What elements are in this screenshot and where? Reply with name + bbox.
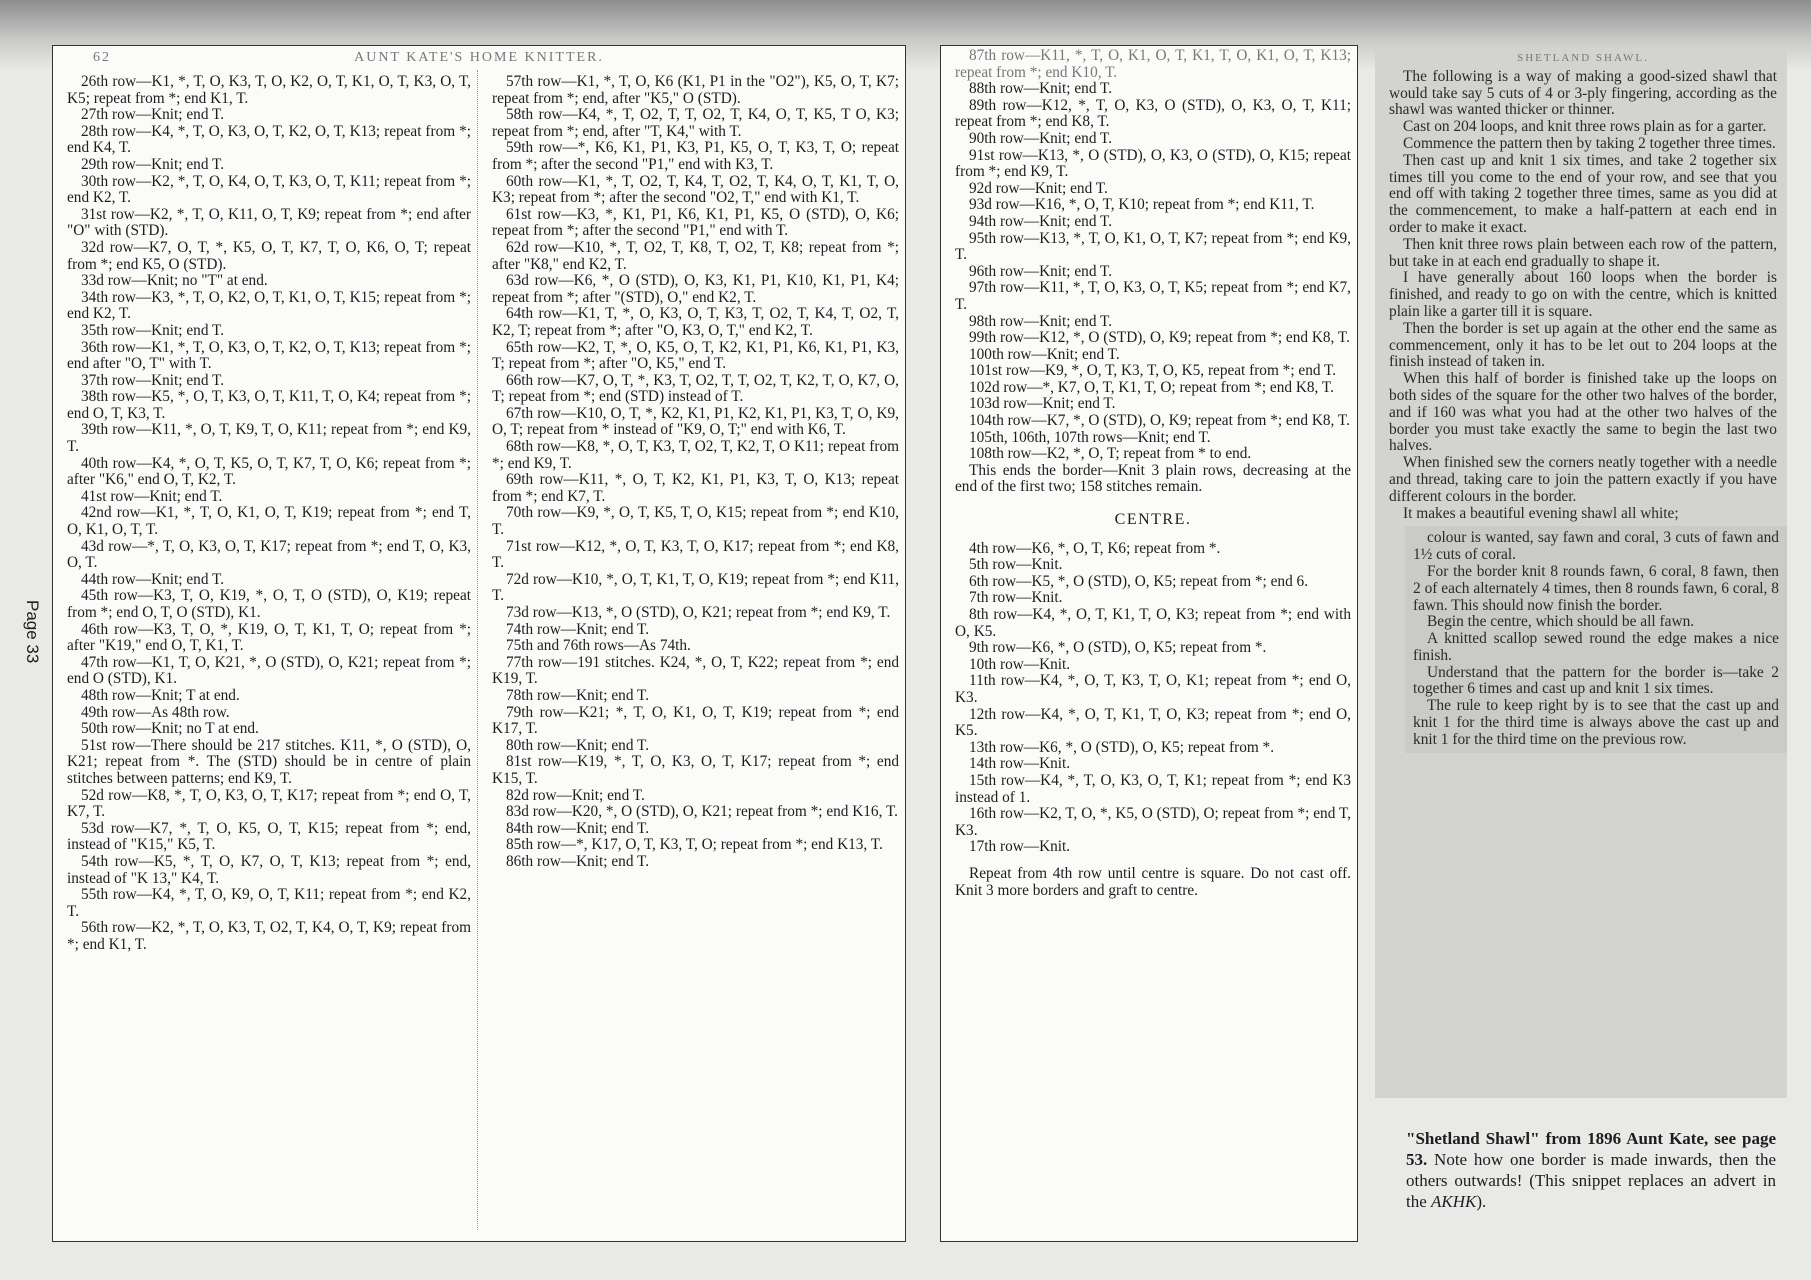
pattern-row: 44th row—Knit; end T. xyxy=(81,570,225,588)
pattern-row: 64th row—K1, T, *, O, K3, O, T, K3, T, O2, T, K4, T, O2, T, K2, T; repeat from *; after "O, K3, O, T," end K2, T. xyxy=(492,305,899,339)
clipping-paragraph: The following is a way of making a good-sized shawl that would take say 5 cuts of 4 or 3-ply fingering, according as the shawl was wanted thicker or thinner. xyxy=(1389,67,1777,119)
page-number: 62 xyxy=(93,50,111,65)
pattern-row: 79th row—K21; *, T, O, K1, O, T, K19; repeat from *; end K17, T. xyxy=(492,703,899,738)
clipping-paragraph: Commence the pattern then by taking 2 together three times. xyxy=(1403,134,1776,152)
pattern-row: 68th row—K8, *, O, T, K3, T, O2, T, K2, T, O K11; repeat from *; end K9, T. xyxy=(492,438,899,472)
pattern-row: 108th row—K2, *, O, T; repeat from * to end. xyxy=(969,445,1252,463)
clipping-paragraph: Then cast up and knit 1 six times, and take 2 together six times till you come to the end of your row, and see that you end off with taking 2 together three times, same as you did at the commencement, to make a half-pattern at each end in order to make it exact. xyxy=(1389,151,1777,236)
clipping-paragraph: When this half of border is finished take up the loops on both sides of the square for the other two halves of the border, and if 160 was what you had at the other two halves of the border you must take exactly the same to begin the last two halves. xyxy=(1389,370,1777,455)
centre-row: 12th row—K4, *, O, T, K1, T, O, K3; repeat from *; end O, K5. xyxy=(955,705,1351,740)
clipping-text-bottom xyxy=(1405,526,1787,752)
pattern-row: 51st row—There should be 217 stitches. K11, *, O (STD), O, K21; repeat from *. The (STD) should be in centre of plain stitches between patterns; end K9, T. xyxy=(67,736,471,787)
pattern-row: 98th row—Knit; end T. xyxy=(969,312,1113,330)
clipping-paragraph: It makes a beautiful evening shawl all white; xyxy=(1403,504,1679,522)
pattern-row: 72d row—K10, *, O, T, K1, T, O, K19; repeat from *; end K11, T. xyxy=(492,570,899,605)
pattern-row: 100th row—Knit; end T. xyxy=(969,345,1120,363)
caption-end: ). xyxy=(1476,1192,1487,1211)
pattern-row: 42nd row—K1, *, T, O, K1, O, T, K19; repeat from *; end T, O, K1, O, T, T. xyxy=(67,504,471,539)
pattern-column-3 xyxy=(941,46,1357,1216)
pattern-row: 95th row—K13, *, T, O, K1, O, T, K7; repeat from *; end K9, T. xyxy=(955,229,1351,264)
running-head xyxy=(53,46,905,70)
pattern-row: 53d row—K7, *, T, O, K5, O, T, K15; repeat from *; end, instead of "K15," K5, T. xyxy=(67,819,471,854)
pattern-row: 80th row—Knit; end T. xyxy=(506,736,650,754)
pattern-row: 85th row—*, K17, O, T, K3, T, O; repeat from *; end K13, T. xyxy=(506,836,883,854)
pattern-row: 33d row—Knit; no "T" at end. xyxy=(81,272,268,290)
pattern-row: 84th row—Knit; end T. xyxy=(506,819,650,837)
pattern-row: 104th row—K7, *, O (STD), O, K9; repeat from *; end K8, T. xyxy=(969,412,1350,430)
pattern-row: 50th row—Knit; no T at end. xyxy=(81,720,259,738)
centre-row: Repeat from 4th row until centre is square. Do not cast off. Knit 3 more borders and graft to centre. xyxy=(955,864,1351,899)
pattern-row: 62d row—K10, *, T, O2, T, K8, T, O2, T, K8; repeat from *; after "K8," end K2, T. xyxy=(492,238,899,273)
image-caption xyxy=(1406,1128,1776,1212)
centre-row: 4th row—K6, *, O, T, K6; repeat from *. xyxy=(969,539,1221,557)
pattern-row: 65th row—K2, T, *, O, K5, O, T, K2, K1, P1, K6, K1, P1, K3, T; repeat from *; after "O, K5," end T. xyxy=(492,338,899,373)
border-rows xyxy=(955,81,1351,496)
pattern-row: 82d row—Knit; end T. xyxy=(506,786,645,804)
pattern-row: 28th row—K4, *, T, O, K3, O, T, K2, O, T, K13; repeat from *; end K4, T. xyxy=(67,122,471,157)
pattern-row: 77th row—191 stitches. K24, *, O, T, K22; repeat from *; end K19, T. xyxy=(492,653,899,688)
pattern-row: 99th row—K12, *, O (STD), O, K9; repeat from *; end K8, T. xyxy=(969,329,1350,347)
pattern-row: 38th row—K5, *, O, T, K3, O, T, K11, T, O, K4; repeat from *; end O, T, K3, T. xyxy=(67,388,471,422)
caption-italic: AKHK xyxy=(1431,1192,1477,1211)
pattern-row: 29th row—Knit; end T. xyxy=(81,155,225,173)
pattern-row: 40th row—K4, *, O, T, K5, O, T, K7, T, O, K6; repeat from *; after "K6," end O, T, K2, T. xyxy=(67,454,471,489)
clipping-paragraph: Then knit three rows plain between each row of the pattern, but take in at each end gradually to shape it. xyxy=(1389,235,1777,270)
pattern-row: 67th row—K10, O, T, *, K2, K1, P1, K2, K1, P1, K3, T, O, K9, O, T; repeat from * instead of "K9, O, T;" end with K6, T. xyxy=(492,404,899,439)
pattern-row: 47th row—K1, T, O, K21, *, O (STD), O, K21; repeat from *; end O (STD), K1. xyxy=(67,653,471,688)
page-side-label: Page 33 xyxy=(23,600,42,664)
pattern-row: 101st row—K9, *, O, T, K3, T, O, K5, repeat from *; end T. xyxy=(969,362,1337,380)
pattern-row: 58th row—K4, *, T, O2, T, T, O2, T, K4, O, T, K5, T O, K3; repeat from *; end, after "T, K4," with T. xyxy=(492,106,899,140)
caption-bold: "Shetland Shawl" from 1896 Aunt Kate, see page 53. xyxy=(1406,1129,1776,1169)
pattern-row: 34th row—K3, *, T, O, K2, O, T, K1, O, T, K15; repeat from *; end K2, T. xyxy=(67,288,471,323)
pattern-row: 41st row—Knit; end T. xyxy=(81,487,223,505)
pattern-row: 52d row—K8, *, T, O, K3, O, T, K17; repeat from *; end O, T, K7, T. xyxy=(67,786,471,821)
clipping-paragraph: The rule to keep right by is to see that the cast up and knit 1 for the third time is always above the cast up and knit 1 for the third time on the previous row. xyxy=(1413,697,1779,748)
running-head-title: AUNT KATE'S HOME KNITTER. xyxy=(354,50,604,65)
pattern-row: 48th row—Knit; T at end. xyxy=(81,686,240,704)
pattern-row: 46th row—K3, T, O, *, K19, O, T, K1, T, O; repeat from *; after "K19," end O, T, K1, T. xyxy=(67,620,471,655)
pattern-row: 89th row—K12, *, T, O, K3, O (STD), O, K3, O, T, K11; repeat from *; end K8, T. xyxy=(955,96,1351,131)
pattern-row: 102d row—*, K7, O, T, K1, T, O; repeat from *; end K8, T. xyxy=(969,378,1334,396)
pattern-row: 61st row—K3, *, K1, P1, K6, K1, P1, K5, O (STD), O, K6; repeat from *; after the second "P1," end with T. xyxy=(492,205,899,240)
clipping-paragraph: Begin the centre, which should be all fawn. xyxy=(1427,613,1695,631)
pattern-row: 74th row—Knit; end T. xyxy=(506,620,650,638)
pattern-row: 43d row—*, T, O, K3, O, T, K17; repeat from *; end T, O, K3, O, T. xyxy=(67,537,471,572)
pattern-row: 60th row—K1, *, T, O2, T, K4, T, O2, T, K4, O, T, K1, T, O, K3; repeat from *; after the second "O2, T," end with K1, T. xyxy=(492,172,899,207)
centre-heading: CENTRE. xyxy=(1114,511,1192,529)
centre-row: 15th row—K4, *, T, O, K3, O, T, K1; repeat from *; end K3 instead of 1. xyxy=(955,771,1351,806)
pattern-row: 39th row—K11, *, O, T, K9, T, O, K11; repeat from *; end K9, T. xyxy=(67,421,471,456)
clipping-paragraph: Then the border is set up again at the other end the same as commencement, only it has to be let out to 204 loops at the finish instead of taken in. xyxy=(1389,319,1777,371)
pattern-row: 45th row—K3, T, O, K19, *, O, T, O (STD), O, K19; repeat from *; end O, T, O (STD), K1. xyxy=(67,587,471,621)
pattern-row: This ends the border—Knit 3 plain rows, decreasing at the end of the first two; 158 stitches remain. xyxy=(955,461,1351,496)
caption-text: Note how one border is made inwards, then the others outwards! (This snippet replaces an advert in the xyxy=(1406,1150,1776,1211)
pattern-row: 37th row—Knit; end T. xyxy=(81,371,225,389)
pattern-row: 26th row—K1, *, T, O, K3, T, O, K2, O, T, K1, O, T, K3, O, T, K5; repeat from *; end K1, T. xyxy=(67,73,471,107)
pattern-row: 57th row—K1, *, T, O, K6 (K1, P1 in the "O2"), K5, O, T, K7; repeat from *; end, after "K5," O (STD). xyxy=(492,73,899,107)
centre-row: 11th row—K4, *, O, T, K3, T, O, K1; repeat from *; end O, K3. xyxy=(955,672,1351,706)
pattern-row: 86th row—Knit; end T. xyxy=(506,852,650,870)
centre-row: 8th row—K4, *, O, T, K1, T, O, K3; repeat from *; end with O, K5. xyxy=(955,606,1351,640)
pattern-row: 69th row—K11, *, O, T, K2, K1, P1, K3, T, O, K13; repeat from *; end K7, T. xyxy=(492,471,899,505)
pattern-row: 54th row—K5, *, T, O, K7, O, T, K13; repeat from *; end, instead of "K 13," K4, T. xyxy=(67,852,471,887)
pattern-row: 71st row—K12, *, O, T, K3, T, O, K17; repeat from *; end K8, T. xyxy=(492,537,899,572)
pattern-row: 56th row—K2, *, T, O, K3, T, O2, T, K4, O, T, K9; repeat from *; end K1, T. xyxy=(67,919,471,953)
pattern-row: 97th row—K11, *, T, O, K3, O, T, K5; repeat from *; end K7, T. xyxy=(955,279,1351,313)
pattern-row: 35th row—Knit; end T. xyxy=(81,321,225,339)
centre-row: 13th row—K6, *, O (STD), O, K5; repeat from *. xyxy=(969,738,1275,756)
centre-row: 16th row—K2, T, O, *, K5, O (STD), O; repeat from *; end T, K3. xyxy=(955,805,1351,839)
pattern-row: 49th row—As 48th row. xyxy=(81,703,230,721)
pattern-row: 88th row—Knit; end T. xyxy=(969,80,1113,98)
pattern-row: 32d row—K7, O, T, *, K5, O, T, K7, T, O, K6, O, T; repeat from *; end K5, O (STD). xyxy=(67,238,471,273)
pattern-row: 70th row—K9, *, O, T, K5, T, O, K15; repeat from *; end K10, T. xyxy=(492,504,899,539)
pattern-row: 94th row—Knit; end T. xyxy=(969,212,1113,230)
pattern-row: 27th row—Knit; end T. xyxy=(81,106,225,124)
pattern-column-1 xyxy=(53,70,478,1230)
pattern-row: 59th row—*, K6, K1, P1, K3, P1, K5, O, T, K3, T, O; repeat from *; after the second "P1," end with K3, T. xyxy=(492,139,899,173)
clipping-paragraph: Understand that the pattern for the border is—take 2 together 6 times and cast up and knit 1 six times. xyxy=(1413,663,1779,698)
centre-row: 10th row—Knit. xyxy=(969,655,1071,673)
pattern-row: 78th row—Knit; end T. xyxy=(506,686,650,704)
pattern-row: 93d row—K16, *, O, T, K10; repeat from *; end K11, T. xyxy=(969,196,1315,214)
pattern-row: 73d row—K13, *, O (STD), O, K21; repeat from *; end K9, T. xyxy=(506,604,891,621)
pattern-row: 66th row—K7, O, T, *, K3, T, O2, T, T, O2, T, K2, T, O, K7, O, T; repeat from *; end (STD) instead of T. xyxy=(492,371,899,406)
pattern-row: 63d row—K6, *, O (STD), O, K3, K1, P1, K10, K1, P1, K4; repeat from *; after "(STD), O," end K2, T. xyxy=(492,272,899,306)
pattern-row: 92d row—Knit; end T. xyxy=(969,179,1108,197)
centre-row: 9th row—K6, *, O (STD), O, K5; repeat from *. xyxy=(969,639,1267,657)
centre-row: 14th row—Knit. xyxy=(969,755,1071,773)
centre-row: 6th row—K5, *, O (STD), O, K5; repeat from *; end 6. xyxy=(969,572,1309,590)
pattern-row-clipped: 87th row—K11, *, T, O, K1, O, T, K1, T, O, K1, O, T, K13; repeat from *; end K10, T. xyxy=(955,47,1351,81)
centre-row: 7th row—Knit. xyxy=(969,589,1063,607)
two-column-body xyxy=(53,70,905,1230)
clipping-paragraph: When finished sew the corners neatly together with a needle and thread, taking care to join the pattern exactly if you have different colours in the border. xyxy=(1389,454,1777,505)
clipping-paragraph: For the border knit 8 rounds fawn, 6 coral, 8 fawn, then 2 of each alternately 4 times, then 8 rounds fawn, 6 coral, 8 fawn. This should now finish the border. xyxy=(1413,562,1779,614)
pattern-row: 96th row—Knit; end T. xyxy=(969,262,1113,280)
clipping-paragraph: Cast on 204 loops, and knit three rows plain as for a garter. xyxy=(1403,118,1767,136)
pattern-row: 81st row—K19, *, T, O, K3, O, T, K17; repeat from *; end K15, T. xyxy=(492,753,899,787)
pattern-column-2 xyxy=(478,70,905,1230)
shetland-shawl-clipping xyxy=(1375,48,1787,1098)
centre-row: 17th row—Knit. xyxy=(969,838,1071,856)
centre-rows xyxy=(955,541,1351,899)
pattern-row: 55th row—K4, *, T, O, K9, O, T, K11; repeat from *; end K2, T. xyxy=(67,886,471,920)
clipping-title: SHETLAND SHAWL. xyxy=(1517,52,1649,64)
pattern-row: 90th row—Knit; end T. xyxy=(969,129,1113,147)
clipping-paragraph: I have generally about 160 loops when the border is finished, and ready to go on with the centre, which is knitted plain like a garter till it is square. xyxy=(1389,269,1777,320)
pattern-row: 30th row—K2, *, T, O, K4, O, T, K3, O, T, K11; repeat from *; end K2, T. xyxy=(67,172,471,207)
clipping-text-top xyxy=(1389,69,1777,523)
pattern-row: 83d row—K20, *, O (STD), O, K21; repeat from *; end K16, T. xyxy=(506,803,898,821)
clipping-paragraph: A knitted scallop sewed round the edge makes a nice finish. xyxy=(1413,630,1779,664)
middle-book-page xyxy=(940,45,1358,1242)
pattern-row: 91st row—K13, *, O (STD), O, K3, O (STD), O, K15; repeat from *; end K9, T. xyxy=(955,146,1351,181)
pattern-row: 103d row—Knit; end T. xyxy=(969,395,1116,413)
left-book-page xyxy=(52,45,906,1242)
pattern-row: 75th and 76th rows—As 74th. xyxy=(506,637,691,655)
centre-row: 5th row—Knit. xyxy=(969,556,1063,574)
pattern-row: 36th row—K1, *, T, O, K3, O, T, K2, O, T, K13; repeat from *; end after "O, T" with T. xyxy=(67,338,471,373)
pattern-row: 31st row—K2, *, T, O, K11, O, T, K9; repeat from *; end after "O" with (STD). xyxy=(67,205,471,240)
pattern-row: 105th, 106th, 107th rows—Knit; end T. xyxy=(969,428,1211,446)
clipping-paragraph: colour is wanted, say fawn and coral, 3 cuts of fawn and 1½ cuts of coral. xyxy=(1413,529,1779,564)
